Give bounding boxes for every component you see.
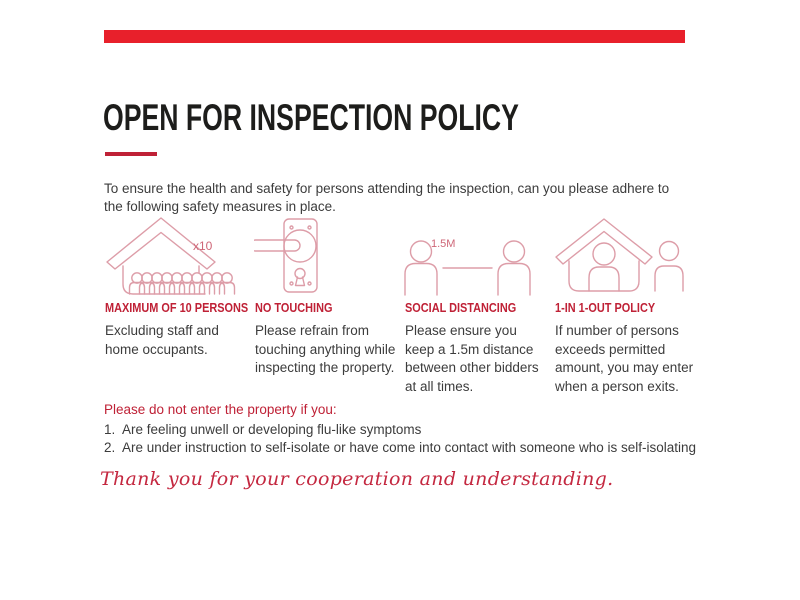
measure-heading: NO TOUCHING: [255, 300, 333, 315]
distance-label: 1.5M: [431, 238, 456, 250]
door-handle-icon: [254, 215, 404, 297]
measure-social-distancing: [404, 215, 554, 396]
do-not-enter-section: [104, 401, 724, 457]
x10-label: x10: [193, 239, 213, 253]
measure-heading: 1-IN 1-OUT POLICY: [555, 300, 656, 315]
intro-paragraph: To ensure the health and safety for persons attending the inspection, can you please adhere to the following safety measures in place.: [104, 180, 670, 214]
page-title-text: OPEN FOR INSPECTION POLICY: [103, 97, 519, 138]
measure-no-touching: [254, 215, 404, 396]
measure-1in-1out: [554, 215, 704, 396]
list-item: [104, 421, 724, 439]
measure-body: If number of persons exceeds permitted amount, you may enter when a person exits.: [555, 323, 694, 394]
page-title: [103, 99, 681, 136]
house-10-persons-icon: [104, 215, 254, 297]
measure-heading: MAXIMUM OF 10 PERSONS: [105, 300, 249, 315]
thank-you-script-text: Thank you for your cooperation and understanding.: [100, 468, 614, 490]
measure-body: Please refrain from touching anything while inspecting the property.: [255, 323, 396, 375]
measure-body: Please ensure you keep a 1.5m distance between other bidders at all times.: [405, 323, 539, 394]
top-red-bar: [104, 30, 685, 43]
title-underline: [105, 152, 157, 156]
list-text: Are feeling unwell or developing flu-like symptoms: [122, 422, 422, 437]
house-in-out-icon: [554, 215, 704, 297]
measure-max-10-persons: [104, 215, 254, 396]
social-distance-icon: [404, 215, 554, 297]
list-item: [104, 439, 724, 457]
safety-measures-row: [104, 215, 724, 396]
list-number: 2.: [104, 440, 116, 455]
list-text: Are under instruction to self-isolate or have come into contact with someone who is self-isolating: [122, 440, 697, 455]
measure-heading: SOCIAL DISTANCING: [405, 300, 517, 315]
list-number: 1.: [104, 422, 116, 437]
do-not-enter-heading: Please do not enter the property if you:: [104, 402, 337, 417]
measure-body: Excluding staff and home occupants.: [105, 323, 219, 357]
